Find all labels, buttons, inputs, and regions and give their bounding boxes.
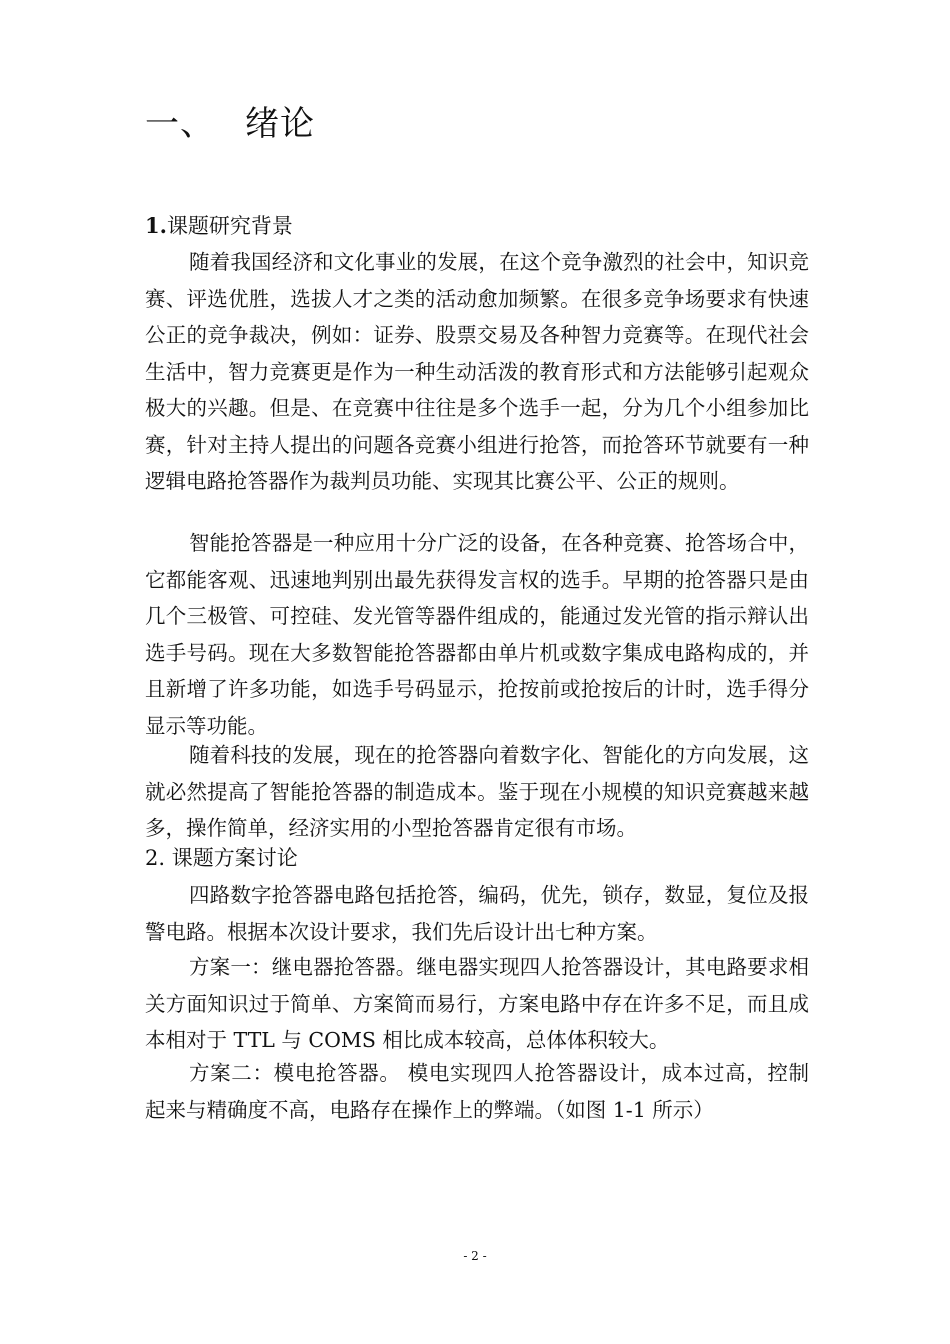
paragraph-background-1: 随着我国经济和文化事业的发展，在这个竞争激烈的社会中，知识竞赛、评选优胜，选拔人才之类的活动愈加频繁。在很多竞争场要求有快速公正的竞争裁决，例如：证券、股票交易及各种智力竞赛等。在现代社会生活中，智力竞赛更是作为一种生动活泼的教育形式和方法能够引起观众极大的兴趣。但是、在竞赛中往往是多个选手一起，分为几个小组参加比赛，针对主持人提出的问题各竞赛小组进行抢答，而抢答环节就要有一种逻辑电路抢答器作为裁判员功能、实现其比赛公平、公正的规则。 <box>145 250 809 493</box>
paragraph-scheme-two: 方案二：模电抢答器。 模电实现四人抢答器设计，成本过高，控制起来与精确度不高，电路存在操作上的弊端。（如图 1-1 所示） <box>145 1061 809 1122</box>
page-number: - 2 - <box>463 1249 487 1263</box>
paragraph-scheme-one: 方案一：继电器抢答器。继电器实现四人抢答器设计，其电路要求相关方面知识过于简单、方案简而易行，方案电路中存在许多不足，而且成本相对于 TTL 与 COMS 相比成本较高，总体体积较大。 <box>145 955 809 1052</box>
chapter-number: 一、 <box>145 104 215 144</box>
section-heading-background <box>145 209 293 243</box>
paragraph-scheme-intro: 四路数字抢答器电路包括抢答，编码，优先，锁存，数显，复位及报警电路。根据本次设计要求，我们先后设计出七种方案。 <box>145 883 809 944</box>
section-title: 课题研究背景 <box>166 214 293 238</box>
chapter-title <box>145 100 315 148</box>
paragraph-background-2: 智能抢答器是一种应用十分广泛的设备，在各种竞赛、抢答场合中，它都能客观、迅速地判别出最先获得发言权的选手。早期的抢答器只是由几个三极管、可控硅、发光管等器件组成的，能通过发光管的指示辩认出选手号码。现在大多数智能抢答器都由单片机或数字集成电路构成的，并且新增了许多功能，如选手号码显示，抢按前或抢按后的计时，选手得分显示等功能。 <box>145 531 809 738</box>
section-heading-scheme: 2. 课题方案讨论 <box>145 846 298 870</box>
chapter-title-text: 绪论 <box>245 104 315 144</box>
section-number: 1. <box>145 213 167 238</box>
paragraph-background-3: 随着科技的发展，现在的抢答器向着数字化、智能化的方向发展，这就必然提高了智能抢答器的制造成本。鉴于现在小规模的知识竞赛越来越多，操作简单，经济实用的小型抢答器肯定很有市场。 <box>145 743 809 840</box>
